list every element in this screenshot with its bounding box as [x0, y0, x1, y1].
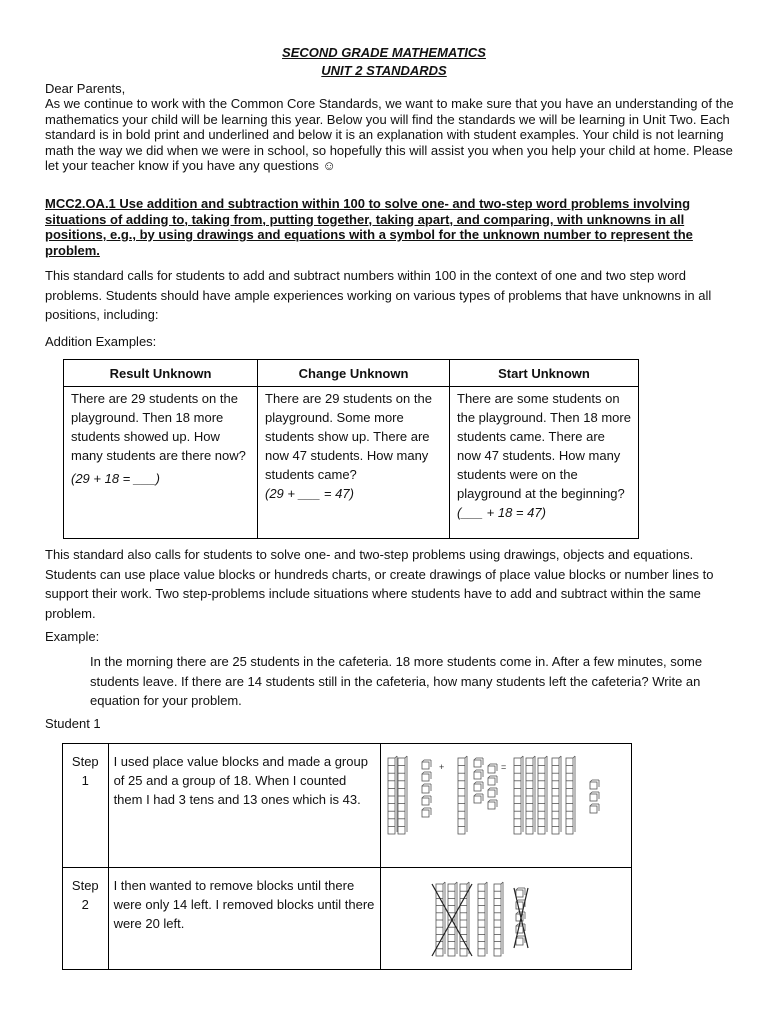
- step-number: 1: [81, 773, 89, 788]
- one-cube-block: [474, 772, 481, 779]
- header-change-unknown: Change Unknown: [258, 360, 450, 387]
- one-cube-block: [422, 810, 429, 817]
- one-cube-block: [488, 778, 495, 785]
- table-row: [63, 744, 632, 868]
- one-cube-block: [590, 794, 597, 801]
- header-result-unknown: Result Unknown: [64, 360, 258, 387]
- result-unknown-text: There are 29 students on the playground. Then 18 more students showed up. How many students are there now?: [71, 391, 246, 463]
- step-2-label: [63, 868, 109, 970]
- start-unknown-cell: [450, 387, 639, 539]
- addition-examples-label: Addition Examples:: [45, 334, 157, 349]
- result-unknown-cell: [64, 387, 258, 539]
- step-1-description: I used place value blocks and made a group of 25 and a group of 18. When I counted them I had 3 tens and 13 ones which is 43.: [108, 744, 380, 868]
- one-cube-block: [488, 766, 495, 773]
- one-cube-block: [422, 786, 429, 793]
- table-header-row: [64, 360, 639, 387]
- one-cube-block: [590, 806, 597, 813]
- drawing-plus-sign: +: [439, 762, 445, 772]
- table-row: [63, 868, 632, 970]
- one-cube-block: [422, 762, 429, 769]
- one-cube-block: [422, 774, 429, 781]
- one-cube-block: [422, 798, 429, 805]
- table-row: [64, 387, 639, 539]
- step-2-drawing-cell: [381, 868, 632, 970]
- one-cube-block: [474, 784, 481, 791]
- addition-examples-table: [63, 359, 639, 539]
- one-cube-block: [474, 760, 481, 767]
- example-problem: In the morning there are 25 students in the cafeteria. 18 more students come in. After a few minutes, some students leave. If there are 14 students still in the cafeteria, how many students left the cafeteria? Write an equation for your problem.: [90, 654, 703, 708]
- drawing-equals-sign: =: [501, 762, 507, 772]
- start-unknown-equation: (___ + 18 = 47): [457, 505, 546, 520]
- one-cube-block: [516, 938, 523, 945]
- example-label: Example:: [45, 629, 100, 644]
- header-start-unknown: Start Unknown: [450, 360, 639, 387]
- one-cube-block: [488, 802, 495, 809]
- step-2-description: I then wanted to remove blocks until there were only 14 left. I removed blocks until there were 20 left.: [108, 868, 380, 970]
- letter-body: As we continue to work with the Common Core Standards, we want to make sure that you have an understanding of the mathematics your child will be learning this year. Below you will find the standards we will be learning in Unit Two. Each standard is in bold print and underlined and below it is an explanation with student examples. Your child is not learning math the way we did when we were in school, so hopefully this will assist you when you help your child at home. Please let your teacher know if you have any questions ☺: [45, 96, 734, 173]
- one-cube-block: [516, 890, 523, 897]
- step-word: Step: [71, 754, 99, 769]
- change-unknown-cell: [258, 387, 450, 539]
- standard-title: MCC2.OA.1 Use addition and subtraction within 100 to solve one- and two-step word problems involving situations of adding to, taking from, putting together, taking apart, and comparing, with unknowns in all positions, e.g., by using drawings and equations with a symbol for the unknown number to represent the problem.: [45, 196, 693, 258]
- step-word: Step: [71, 878, 99, 893]
- one-cube-block: [474, 796, 481, 803]
- place-value-blocks-drawing: [386, 752, 626, 842]
- change-unknown-equation: (29 + ___ = 47): [265, 486, 354, 501]
- document-title-line1: SECOND GRADE MATHEMATICS: [282, 45, 486, 60]
- student-steps-table: [62, 743, 632, 970]
- one-cube-block: [590, 782, 597, 789]
- letter-greeting: Dear Parents,: [45, 81, 126, 96]
- result-unknown-equation: (29 + 18 = ___): [71, 471, 160, 486]
- change-unknown-text: There are 29 students on the playground. Some more students show up. There are now 47 students. How many students came?: [265, 391, 432, 482]
- student-1-label: Student 1: [45, 716, 101, 731]
- document-title-line2: UNIT 2 STANDARDS: [321, 63, 447, 78]
- step-number: 2: [81, 897, 89, 912]
- start-unknown-text: There are some students on the playground. Then 18 more students came. There are now 47 students. How many students were on the playground at the beginning?: [457, 391, 631, 501]
- standard-explanation: This standard calls for students to add and subtract numbers within 100 in the context of one and two step word problems. Students should have ample experiences working on various types of problems that have unknowns in all positions, including:: [45, 268, 712, 322]
- two-step-paragraph: This standard also calls for students to solve one- and two-step problems using drawings, objects and equations. Students can use place value blocks or hundreds charts, or create drawings of place value blocks or number lines to support their work. Two step-problems include situations where students have to add and subtract within the same problem.: [45, 547, 714, 621]
- crossed-out-blocks-drawing: [386, 876, 626, 961]
- step-1-label: [63, 744, 109, 868]
- step-1-drawing-cell: [381, 744, 632, 868]
- one-cube-block: [488, 790, 495, 797]
